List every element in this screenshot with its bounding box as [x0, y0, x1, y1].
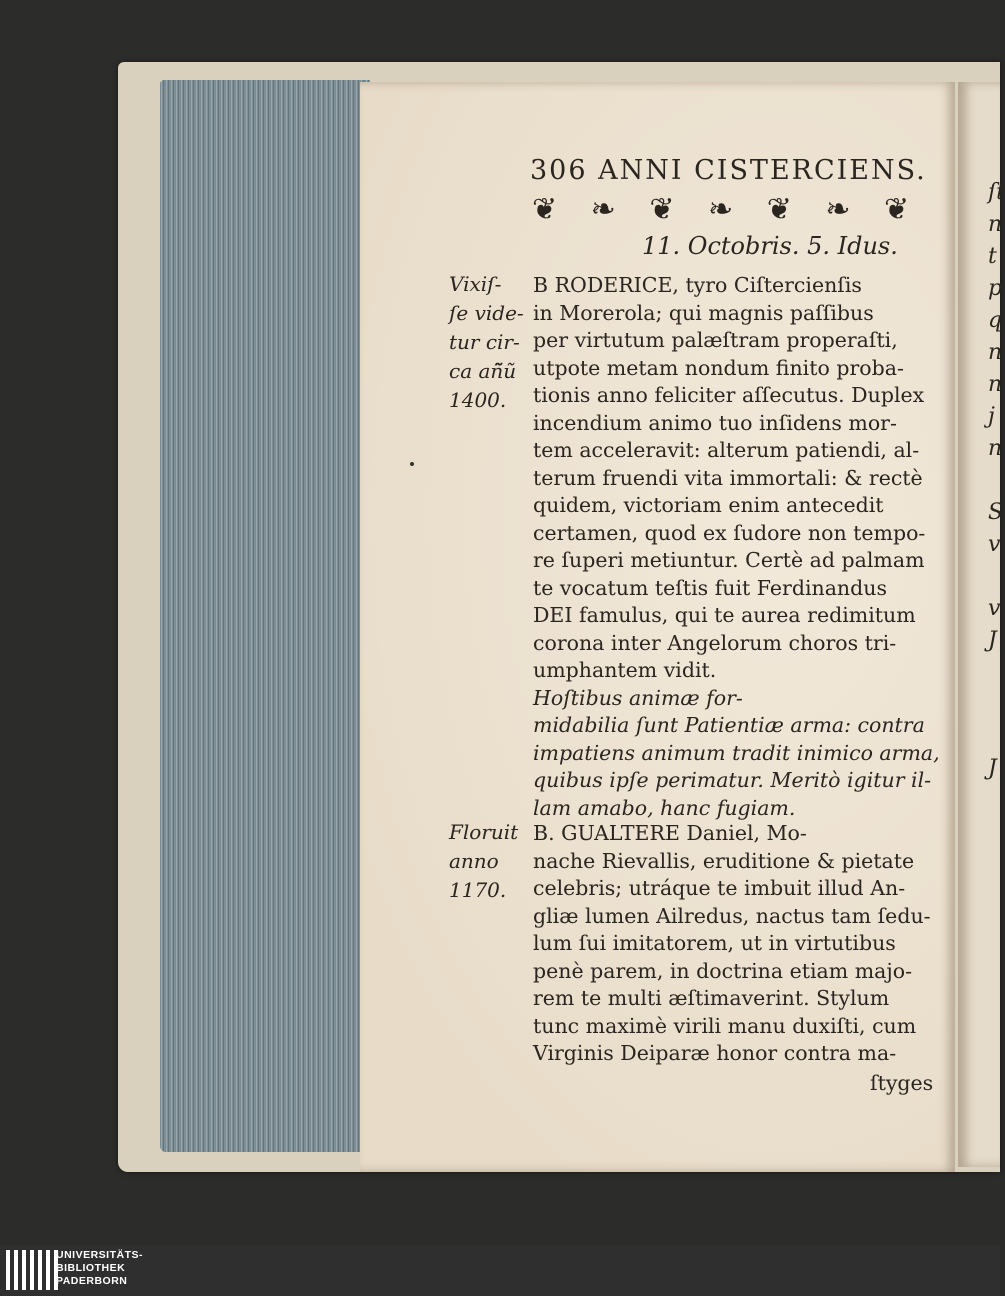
text-line: tunc maximè virili manu duxiſti, cum [533, 1013, 917, 1038]
library-name [56, 1249, 143, 1288]
text-line: in Morerola; qui magnis paſſibus [533, 300, 874, 325]
margin-note-line: Vixiſ- [449, 272, 502, 296]
ornament-glyphs: ❦ ❧ ❦ ❧ ❦ ❧ ❦ [532, 191, 922, 227]
text-line: re ſuperi metiuntur. Certè ad palmam [533, 548, 925, 572]
ink-dot [410, 462, 414, 466]
italic-text-line: Hoſtibus animæ for- [533, 685, 743, 710]
text-line: B RODERICE, tyro Ciſtercienſis [533, 273, 862, 297]
facing-page-fragment: t [988, 244, 997, 269]
facing-page-fragment: q [988, 308, 1003, 333]
text-line: lum ſui imitatorem, ut in virtutibus [533, 931, 896, 955]
facing-page-fragment: n [988, 372, 1003, 397]
text-line: quidem, victoriam enim antecedit [533, 493, 884, 517]
catchword: ſtyges [870, 1071, 934, 1095]
text-line: tionis anno feliciter aſſecutus. Duplex [533, 383, 925, 407]
text-line: nache Rievallis, eruditione & pietate [533, 848, 915, 873]
margin-note-line: ca añ̃ũ [449, 359, 517, 383]
facing-page-fragment [958, 561, 1000, 593]
running-header: 306 ANNI CISTERCIENS. [530, 155, 927, 186]
facing-page-fragment: n [988, 212, 1003, 237]
margin-note-line: ſe vide- [449, 301, 524, 325]
text-line: per virtutum palæſtram properaſti, [533, 328, 898, 352]
text-line: te vocatum teſtis fuit Ferdinandus [533, 575, 887, 600]
paragraph-2 [533, 820, 933, 1068]
library-line-2: BIBLIOTHEK [56, 1262, 126, 1274]
facing-page-fragment: j [988, 404, 995, 429]
text-line: gliæ lumen Ailredus, nactus tam ſedu- [533, 903, 931, 928]
facing-page-fragment: S [988, 500, 1004, 525]
library-logo-icon [6, 1250, 58, 1290]
margin-note-line: 1170. [449, 878, 507, 902]
library-line-1: UNIVERSITÄTS- [56, 1249, 144, 1261]
facing-page-fragment: ſt [988, 180, 1005, 205]
page-edges [160, 80, 370, 1152]
text-line: corona inter Angelorum choros tri- [533, 630, 897, 655]
margin-note-line: 1400. [449, 388, 507, 412]
facing-page-fragment: v [988, 532, 1001, 557]
text-line: B. GUALTERE Daniel, Mo- [533, 821, 807, 845]
facing-page-fragment [958, 721, 1000, 753]
facing-page-fragment [958, 689, 1000, 721]
text-line: terum fruendi vita immortali: & rectè [533, 465, 923, 490]
text-line: incendium animo tuo inſidens mor- [533, 410, 897, 435]
margin-note-line: anno [449, 849, 499, 873]
facing-page-fragment [958, 465, 1000, 497]
italic-text-line: impatiens animum tradit inimico arma, [533, 740, 940, 765]
date-heading: 11. Octobris. 5. Idus. [642, 232, 898, 260]
margin-note-2 [449, 818, 518, 905]
text-line: umphantem vidit. [533, 658, 717, 682]
facing-page-edge [958, 82, 1005, 1167]
text-line: DEI famulus, qui te aurea redimitum [533, 603, 916, 627]
margin-note-line: tur cir- [449, 330, 520, 354]
ornament-band [532, 190, 930, 228]
facing-page-fragment: J [988, 628, 997, 653]
text-line: celebris; utráque te imbuit illud An- [533, 876, 906, 900]
italic-text-line: midabilia ſunt Patientiæ arma: contra [533, 713, 925, 737]
library-line-3: PADERBORN [56, 1275, 128, 1287]
margin-note-1 [449, 270, 524, 415]
text-line: Virginis Deiparæ honor contra ma- [533, 1041, 897, 1065]
footer-bar [0, 1245, 1000, 1296]
text-line: utpote metam nondum finito proba- [533, 355, 904, 380]
facing-page-fragment: v [988, 596, 1001, 621]
italic-text-line: lam amabo, hanc fugiam. [533, 795, 796, 820]
facing-page-fragment: n [988, 436, 1003, 461]
text-line: certamen, quod ex ſudore non tempo- [533, 520, 926, 545]
text-line: rem te multi æſtimaverint. Stylum [533, 986, 890, 1010]
margin-note-line: Floruit [449, 820, 519, 844]
text-line: tem acceleravit: alterum patiendi, al- [533, 438, 920, 462]
facing-page-fragment: p [988, 276, 1003, 301]
paragraph-1 [533, 272, 940, 822]
facing-page-fragment [958, 657, 1000, 689]
facing-page-fragment: n [988, 340, 1003, 365]
facing-page-fragment: J [988, 756, 997, 781]
italic-text-line: quibus ipſe perimatur. Meritò igitur il- [533, 768, 932, 792]
text-line: penè parem, in doctrina etiam majo- [533, 958, 912, 983]
